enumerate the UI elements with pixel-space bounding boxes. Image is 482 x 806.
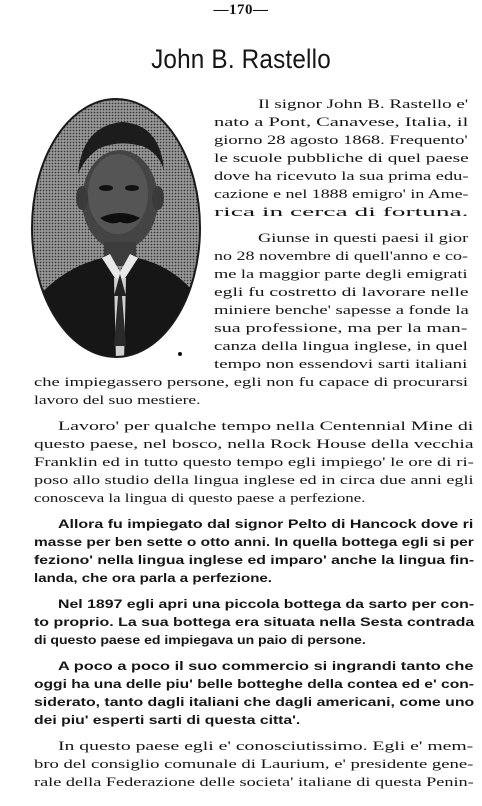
paragraph-2-line: miniere benche' sapesse a fonde la <box>214 303 469 317</box>
article-title: John B. Rastello <box>151 44 331 74</box>
paragraph-3-line: questo paese, nel bosco, nella Rock House della vecchia <box>34 437 474 451</box>
paragraph-1-line: nato a Pont, Canavese, Italia, il <box>214 115 469 129</box>
paragraph-7-line: In questo paese egli e' conosciutissimo. Egli e' mem- <box>58 739 474 753</box>
paragraph-4-line: masse per ben sette o otto anni. In quella bottega egli si per <box>34 536 474 549</box>
paragraph-7-line: bro del consiglio comunale di Laurium, e' presidente gene- <box>34 757 474 771</box>
paragraph-3-line: poso allo studio della lingua inglese ed in circa due anni egli <box>34 473 474 487</box>
paragraph-2-line: no 28 novembre di quell'anno e co- <box>214 249 468 263</box>
paragraph-1-line: le scuole pubbliche di quel paese <box>214 151 469 165</box>
paragraph-6-line: oggi ha una delle piu' belle botteghe della contea ed e' con- <box>34 678 474 691</box>
paragraph-3-line: Franklin ed in tutto questo tempo egli impiego' le ore di ri- <box>34 455 474 469</box>
paragraph-6-line: siderato, tanto dagli italiani che dagli americani, come uno <box>34 696 475 709</box>
paragraph-1-line: Il signor John B. Rastello e' <box>258 97 469 111</box>
paragraph-6-line: dei piu' esperti sarti di questa citta'. <box>34 714 301 727</box>
paragraph-3-line: conosceva la lingua di questo paese a perfezione. <box>34 491 366 505</box>
paragraph-2-line: canza della lingua inglese, in quel <box>214 339 468 353</box>
paragraph-6-line: A poco a poco il suo commercio si ingrandi tanto che <box>58 660 474 673</box>
paragraph-4-line: feziono' nella lingua inglese ed imparo' anche la lingua fin- <box>34 554 475 567</box>
paragraph-2-line: lavoro del suo mestiere. <box>34 393 201 407</box>
paragraph-4-line: landa, che ora parla a perfezione. <box>34 572 272 585</box>
paragraph-3-line: Lavoro' per qualche tempo nella Centennial Mine di <box>58 419 474 433</box>
paragraph-1-line: giorno 28 agosto 1868. Frequento' <box>214 133 468 147</box>
paragraph-2-line: sua professione, ma per la man- <box>214 321 468 335</box>
paragraph-2-line: tempo non essendovi sarti italiani <box>214 357 468 371</box>
paragraph-1-line: dove ha ricevuto la sua prima edu- <box>214 169 469 183</box>
paragraph-2-line: Giunse in questi paesi il gior <box>258 231 469 245</box>
paragraph-1-line: rica in cerca di fortuna. <box>214 205 469 219</box>
paragraph-2-line: che impiegassero persone, egli non fu capace di procurarsi <box>34 375 469 389</box>
paragraph-2-line: me la maggior parte degli emigrati <box>214 267 468 281</box>
paragraph-4-line: Allora fu impiegato dal signor Pelto di Hancock dove ri <box>58 518 474 531</box>
paragraph-5-line: to proprio. La sua bottega era situata nella Sesta contrada <box>34 616 475 629</box>
paragraph-2-line: egli fu costretto di lavorare nelle <box>214 285 469 299</box>
paragraph-7-line: rale della Federazione delle societa' italiane di questa Penin- <box>34 775 474 789</box>
paragraph-1-line: cazione e nel 1888 emigro' in Ame- <box>214 187 469 201</box>
paragraph-5-line: Nel 1897 egli apri una piccola bottega da sarto per con- <box>58 598 475 611</box>
page-number: —170— <box>213 2 269 18</box>
portrait-photo <box>30 96 204 362</box>
paragraph-5-line: di questo paese ed impiegava un paio di persone. <box>34 634 366 647</box>
